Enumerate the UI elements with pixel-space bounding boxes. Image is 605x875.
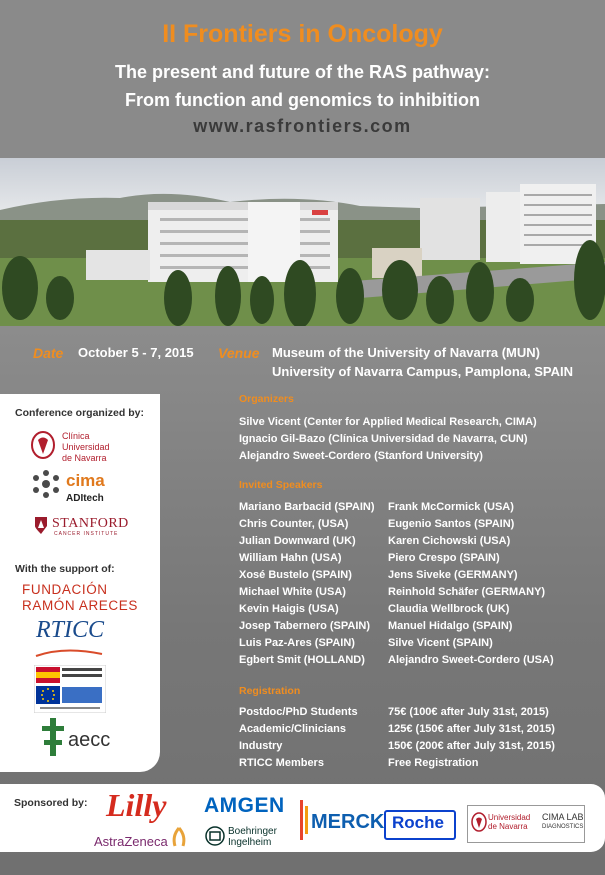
support-heading: With the support of:: [15, 563, 115, 575]
spanish-ministry-eu-logo: [34, 665, 106, 713]
speaker-item: Luis Paz-Ares (SPAIN): [239, 637, 355, 649]
conference-title: II Frontiers in Oncology: [162, 20, 443, 48]
registration-fee: 150€ (200€ after July 31st, 2015): [388, 740, 555, 752]
aditech-logo-text: ADItech: [66, 493, 104, 504]
sponsored-by-heading: Sponsored by:: [14, 797, 88, 809]
roche-logo-text: Roche: [392, 813, 444, 832]
speaker-item: Piero Crespo (SPAIN): [388, 552, 500, 564]
astrazeneca-symbol-icon: [170, 826, 188, 848]
speaker-item: Alejandro Sweet-Cordero (USA): [388, 654, 554, 666]
boehringer-ingelheim-logo: Boehringer Ingelheim: [228, 826, 277, 848]
speaker-item: Chris Counter, (USA): [239, 518, 349, 530]
cima-logo-text: cima: [66, 471, 105, 490]
organizer-item: Alejandro Sweet-Cordero (Stanford University): [239, 450, 483, 462]
date-label: Date: [33, 345, 64, 361]
cun-logo-text: Universidad de Navarra: [488, 813, 531, 831]
cima-lab-logo-text: CIMA LAB DIAGNOSTICS: [542, 812, 584, 830]
subtitle-line-2: From function and genomics to inhibition: [125, 90, 480, 110]
venue-line-1: Museum of the University of Navarra (MUN): [272, 345, 540, 360]
speaker-item: Julian Downward (UK): [239, 535, 356, 547]
registration-fee: 125€ (150€ after July 31st, 2015): [388, 723, 555, 735]
speaker-item: Manuel Hidalgo (SPAIN): [388, 620, 513, 632]
stanford-logo-subtext: CANCER INSTITUTE: [54, 531, 119, 537]
speaker-item: William Hahn (USA): [239, 552, 342, 564]
aecc-cross-icon: [40, 718, 66, 756]
subtitle-line-1: The present and future of the RAS pathway:: [114, 62, 491, 82]
speaker-item: Frank McCormick (USA): [388, 501, 514, 513]
cun-emblem-icon: [471, 811, 487, 833]
speaker-item: Michael White (USA): [239, 586, 346, 598]
campus-photo: [0, 158, 605, 326]
stanford-tree-icon: [34, 516, 48, 534]
registration-category: RTICC Members: [239, 757, 324, 769]
speaker-item: Karen Cichowski (USA): [388, 535, 511, 547]
registration-category: Postdoc/PhD Students: [239, 706, 358, 718]
cun-logo-icon: [30, 430, 56, 460]
cima-logo-icon: [30, 470, 62, 498]
cun-logo-text: Clínica Universidad de Navarra: [62, 431, 110, 463]
amgen-logo: AMGEN: [204, 794, 285, 817]
fundacion-ramon-areces-logo: FUNDACIÓN RAMÓN ARECES: [22, 582, 138, 613]
speaker-item: Mariano Barbacid (SPAIN): [239, 501, 375, 513]
registration-category: Academic/Clinicians: [239, 723, 346, 735]
speaker-item: Josep Tabernero (SPAIN): [239, 620, 371, 632]
invited-speakers-heading: Invited Speakers: [239, 479, 323, 491]
registration-fee: 75€ (100€ after July 31st, 2015): [388, 706, 549, 718]
organizers-heading: Organizers: [239, 393, 294, 405]
registration-category: Industry: [239, 740, 283, 752]
speaker-item: Jens Siveke (GERMANY): [388, 569, 518, 581]
speaker-item: Kevin Haigis (USA): [239, 603, 339, 615]
speaker-item: Xosé Bustelo (SPAIN): [239, 569, 352, 581]
speaker-item: Eugenio Santos (SPAIN): [388, 518, 515, 530]
registration-heading: Registration: [239, 685, 301, 697]
organized-by-heading: Conference organized by:: [15, 407, 144, 419]
header-banner: [0, 0, 605, 160]
registration-fee: Free Registration: [388, 757, 479, 769]
rticc-swoosh-icon: [34, 648, 104, 660]
date-value: October 5 - 7, 2015: [78, 345, 194, 360]
merck-stripes-icon: [300, 800, 310, 840]
venue-line-2: University of Navarra Campus, Pamplona, SPAIN: [272, 364, 574, 379]
stanford-logo-text: STANFORD: [52, 516, 129, 531]
merck-logo: MERCK: [311, 811, 385, 833]
venue-label: Venue: [218, 345, 260, 361]
aecc-logo-text: aecc: [68, 729, 111, 751]
website-link[interactable]: www.rasfrontiers.com: [193, 116, 412, 136]
speaker-item: Egbert Smit (HOLLAND): [239, 654, 365, 666]
lilly-logo: Lilly: [106, 787, 167, 823]
organizer-item: Ignacio Gil-Bazo (Clínica Universidad de Navarra, CUN): [239, 433, 528, 445]
organizer-item: Silve Vicent (Center for Applied Medical Research, CIMA): [239, 416, 537, 428]
astrazeneca-logo: AstraZeneca: [94, 834, 168, 849]
speaker-item: Silve Vicent (SPAIN): [388, 637, 493, 649]
speaker-item: Claudia Wellbrock (UK): [388, 603, 510, 615]
rticc-logo-text: RTICC: [36, 617, 105, 643]
speaker-item: Reinhold Schäfer (GERMANY): [388, 586, 546, 598]
boehringer-emblem-icon: [205, 826, 225, 846]
